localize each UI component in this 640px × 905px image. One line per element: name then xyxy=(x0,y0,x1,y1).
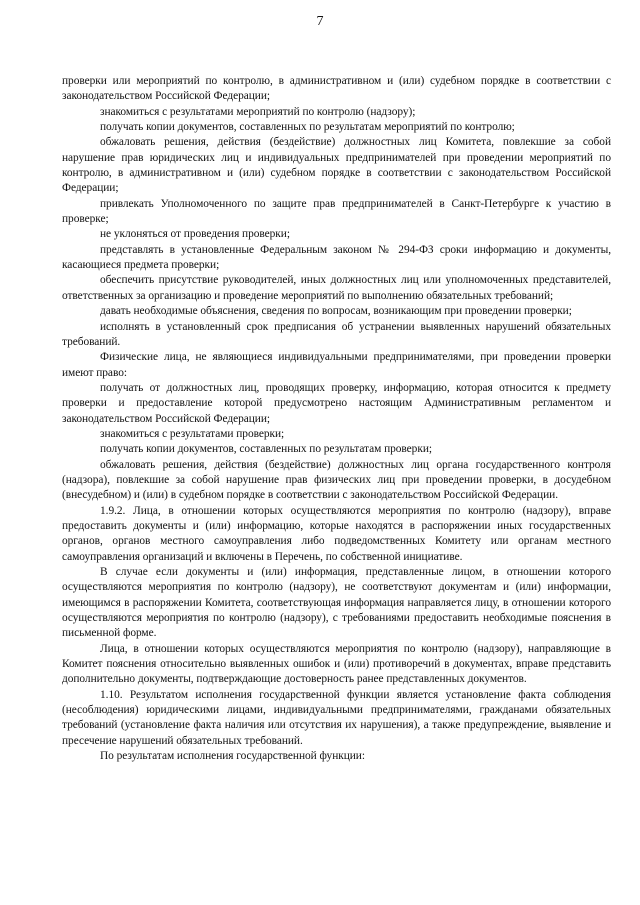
paragraph: проверки или мероприятий по контролю, в административном и (или) судебном порядке в соответствии с законодательством Российской Федерации; xyxy=(62,75,611,103)
paragraph: обжаловать решения, действия (бездействие) должностных лиц органа государственного контроля (надзора), повлекшие за собой нарушение прав физических лиц при проведении проверки, в досудебном (внесудебном) и (или) в судебном порядке в соответствии с законодательством Российской Федерации. xyxy=(62,458,611,502)
paragraph: получать копии документов, составленных по результатам мероприятий по контролю; xyxy=(100,121,515,134)
paragraph: получать копии документов, составленных по результатам проверки; xyxy=(100,443,432,456)
paragraph: Лица, в отношении которых осуществляются мероприятия по контролю (надзору), направляющие в Комитет пояснения относительно выявленных ошибок и (или) противоречий в документах, вправе представить дополнительно документы, подтверждающие достоверность ранее представленных документов. xyxy=(62,642,611,686)
paragraph: Физические лица, не являющиеся индивидуальными предпринимателями, при проведении проверки имеют право: xyxy=(62,351,611,379)
document-body xyxy=(62,74,611,764)
paragraph: привлекать Уполномоченного по защите прав предпринимателей в Санкт-Петербурге к участию в проверке; xyxy=(62,197,611,226)
paragraph: обеспечить присутствие руководителей, иных должностных лиц или уполномоченных представителей, ответственных за организацию и проведение мероприятий по выполнению обязательных требований; xyxy=(62,274,611,302)
page-number: 7 xyxy=(316,14,324,29)
paragraph: По результатам исполнения государственной функции: xyxy=(100,750,365,763)
paragraph: исполнять в установленный срок предписания об устранении выявленных нарушений обязательных требований. xyxy=(62,320,611,348)
paragraph: В случае если документы и (или) информация, представленные лицом, в отношении которого осуществляются мероприятия по контролю (надзору), не соответствуют документам и (или) информации, имеющимся в распоряжении Комитета, соответствующая информация направляется лицу, в отношении которого осуществляются мероприятия по контролю (надзору), с требованиями предоставить необходимые пояснения в письменной форме. xyxy=(62,566,611,640)
paragraph: 1.10. Результатом исполнения государственной функции является установление факта соблюдения (несоблюдения) юридическими лицами, индивидуальными предпринимателями, гражданами обязательных требований (установление факта наличия или отсутствия их нарушения), а также предупреждение, выявление и пресечение нарушений обязательных требований. xyxy=(62,688,611,747)
paragraph: представлять в установленные Федеральным законом № 294-ФЗ сроки информацию и документы, касающиеся предмета проверки; xyxy=(62,243,611,272)
paragraph: знакомиться с результатами мероприятий по контролю (надзору); xyxy=(100,105,416,118)
paragraph: знакомиться с результатами проверки; xyxy=(100,427,285,440)
paragraph: получать от должностных лиц, проводящих проверку, информацию, которая относится к предмету проверки и предоставление которой предусмотрено настоящим Административным регламентом и законодательством Российской Федерации; xyxy=(62,381,611,425)
paragraph: давать необходимые объяснения, сведения по вопросам, возникающим при проведении проверки; xyxy=(100,305,572,318)
paragraph: 1.9.2. Лица, в отношении которых осуществляются мероприятия по контролю (надзору), вправе предоставить документы и (или) информацию, которые находятся в распоряжении иных государственных органов, органов местного самоуправления либо подведомственных Комитету или органам местного самоуправления организаций и включены в Перечень, по собственной инициативе. xyxy=(62,504,611,563)
paragraph: не уклоняться от проведения проверки; xyxy=(100,228,290,241)
paragraph: обжаловать решения, действия (бездействие) должностных лиц Комитета, повлекшие за собой нарушение прав юридических лиц и индивидуальных предпринимателей при проведении мероприятий по контролю, в административном и (или) судебном порядке в соответствии с законодательством Российской Федерации; xyxy=(62,136,611,195)
